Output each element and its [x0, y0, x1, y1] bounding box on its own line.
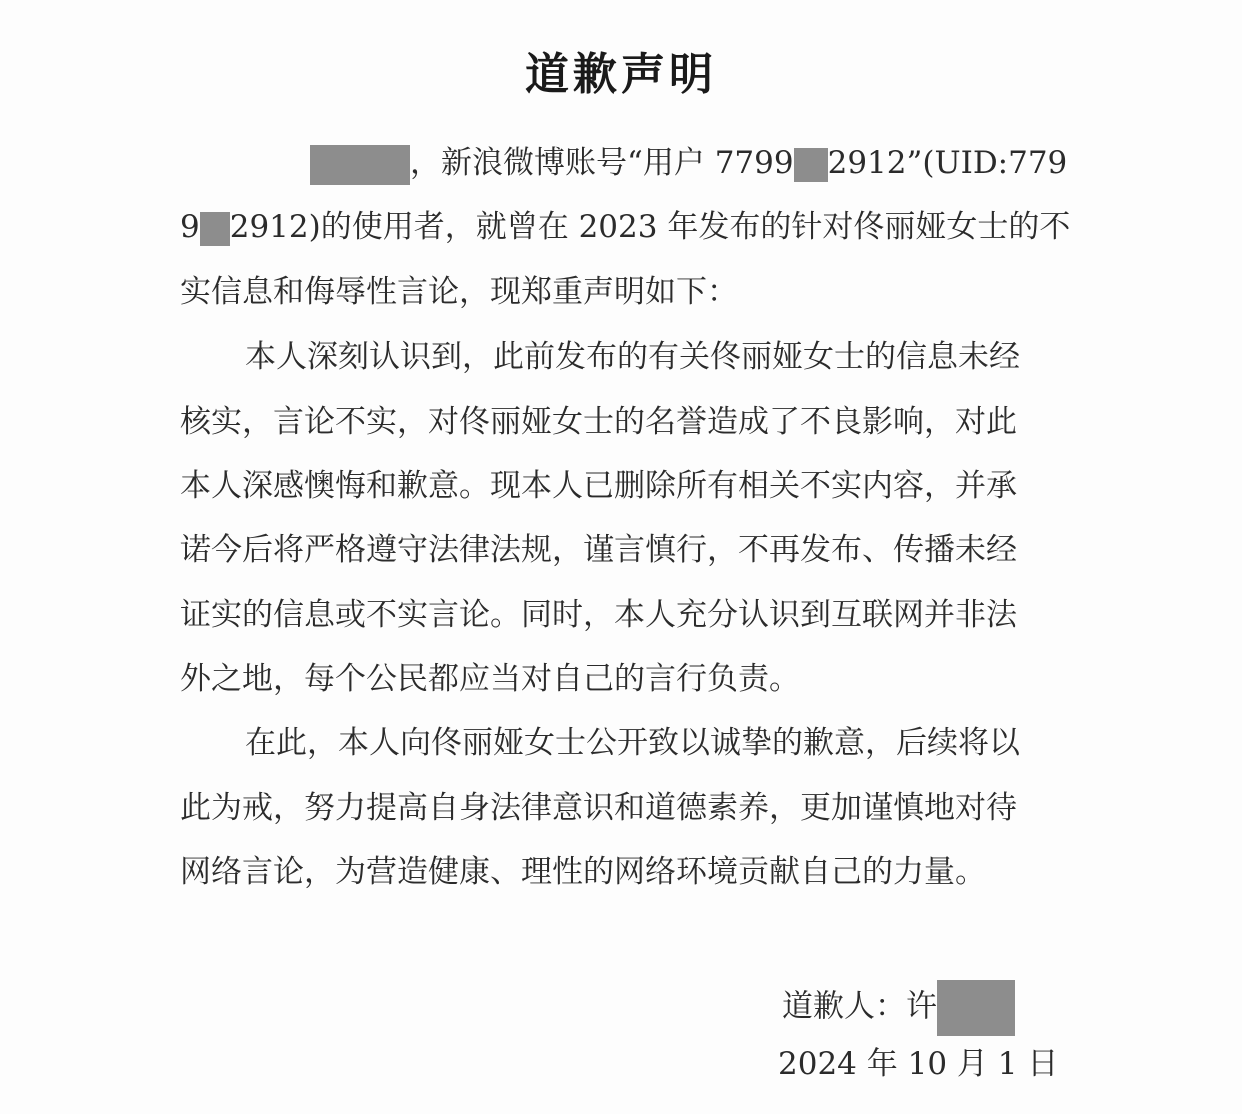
redaction-block: [310, 145, 410, 185]
paragraph-line-6: 本人深感懊悔和歉意。现本人已删除所有相关不实内容，并承: [180, 468, 1017, 504]
paragraph-line-2: [180, 207, 1070, 247]
paragraph-line-12: 网络言论，为营造健康、理性的网络环境贡献自己的力量。: [180, 854, 986, 890]
signature-label: 道歉人：许: [782, 988, 937, 1025]
redaction-block: [937, 980, 1015, 1036]
line-text: 2912)的使用者，就曾在 2023 年发布的针对佟丽娅女士的不: [229, 209, 1071, 245]
line-text: 新浪微博账号“用户 7799: [441, 145, 794, 181]
paragraph-line-7: 诺今后将严格遵守法律法规，谨言慎行，不再发布、传播未经: [180, 532, 1017, 568]
line-text: 9: [180, 209, 200, 245]
paragraph-line-8: 证实的信息或不实言论。同时，本人充分认识到互联网并非法: [180, 597, 1017, 633]
line-text: 2912”(UID:779: [827, 145, 1068, 181]
paragraph-line-11: 此为戒，努力提高自身法律意识和道德素养，更加谨慎地对待: [180, 790, 1017, 826]
paragraph-line-3: 实信息和侮辱性言论，现郑重声明如下：: [180, 274, 738, 310]
signature-line: [782, 980, 1015, 1036]
redaction-block: [200, 212, 230, 246]
paragraph-line-5: 核实，言论不实，对佟丽娅女士的名誉造成了不良影响，对此: [180, 404, 1017, 440]
paragraph-line-4: 本人深刻认识到，此前发布的有关佟丽娅女士的信息未经: [245, 339, 1020, 375]
statement-date: 2024 年 10 月 1 日: [778, 1046, 1059, 1082]
paragraph-line-10: 在此，本人向佟丽娅女士公开致以诚挚的歉意，后续将以: [245, 725, 1020, 761]
document-title: 道歉声明: [525, 49, 717, 100]
redaction-block: [794, 148, 828, 182]
paragraph-line-9: 外之地，每个公民都应当对自己的言行负责。: [180, 661, 800, 697]
paragraph-line-1: ，新浪微博账号“用户 7799 2912”(UID:779: [310, 143, 1067, 185]
